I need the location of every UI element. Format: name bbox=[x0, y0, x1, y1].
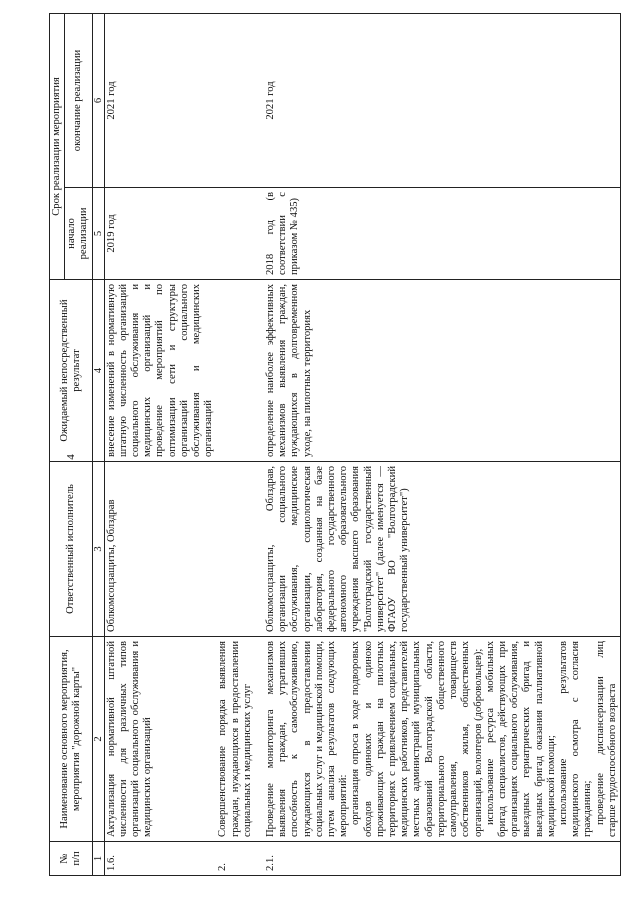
expected-result: внесение изменений в нормативную штатную численность организаций социального обслуживания и медицинских организаций и проведение мероприятий по оптимизации сети и структуры организаций социального обслуживания и медицинских организаций bbox=[104, 280, 216, 462]
header-measure-name: Наименование основного мероприятия, мероприятия "дорожной карты" bbox=[50, 637, 93, 842]
column-number: 5 bbox=[92, 188, 104, 280]
column-number: 4 bbox=[92, 280, 104, 462]
measure-name: Актуализация нормативной штатной численности для различных типов организаций социального обслуживания и медицинских организаций bbox=[104, 637, 216, 842]
measure-name-cell bbox=[255, 637, 620, 842]
row-number: 1.6. bbox=[104, 842, 216, 876]
end-date: 2021 год bbox=[255, 14, 620, 188]
end-date: 2021 год bbox=[104, 14, 216, 188]
header-end: окончание реализации bbox=[65, 14, 92, 188]
measure-item: проведение диспансеризации лиц старше трудоспособного возраста bbox=[594, 641, 618, 837]
page-number: 4 bbox=[64, 454, 77, 460]
measure-name: Совершенствование порядка выявления граждан, нуждающихся в предоставлении социальных и медицинских услуг bbox=[216, 637, 255, 842]
measure-item: организация опроса в ходе подворовых обходов одиноких и одиноко проживающих граждан на пилотных территориях с привлечением социальных, медицинских работников, представителей местных администраций муниципальных образований Волгоградской области, территориального общественного самоуправления, товариществ собственников жилья, общественных организаций, волонтеров (добровольцев); bbox=[350, 641, 484, 837]
row-number: 2. bbox=[216, 842, 255, 876]
executor: Облкомсоцзащиты, Облздрав, организации социального обслуживания, медицинские организации, социологическая лаборатория, созданная на базе федерального государственного автономного образовательного учреждения высшего образования "Волгоградский государственный университет" (далее именуется — ФГАОУ ВО "Волгоградский государственный университет") bbox=[255, 462, 620, 637]
header-expected-result: Ожидаемый непосредственный результат bbox=[50, 280, 93, 462]
table-row bbox=[104, 14, 216, 876]
start-date: 2018 год (в соответствии с приказом № 435) bbox=[255, 188, 620, 280]
measure-name: Проведение мониторинга механизмов выявления граждан, утративших способность к самообслуживанию, нуждающихся в предоставлении социальных услуг и медицинской помощи, путем анализа результатов следующих мероприятий: bbox=[265, 641, 350, 837]
column-number: 2 bbox=[92, 637, 104, 842]
column-number: 1 bbox=[92, 842, 104, 876]
header-number: № п/п bbox=[50, 842, 93, 876]
table-row bbox=[255, 14, 620, 876]
roadmap-table bbox=[49, 13, 621, 876]
header-period-group: Срок реализации мероприятия bbox=[50, 14, 65, 280]
row-number: 2.1. bbox=[255, 842, 620, 876]
start-date: 2019 год bbox=[104, 188, 216, 280]
measure-item: использование ресурса мобильных бригад специалистов, действующих при организациях социального обслуживания, выездных гериатрических бригад и выездных бригад оказания паллиативной медицинской помощи; bbox=[484, 641, 557, 837]
header-start: начало реализации bbox=[65, 188, 92, 280]
measure-item: использование результатов медицинского осмотра с согласия гражданина; bbox=[557, 641, 594, 837]
header-executor: Ответственный исполнитель bbox=[50, 462, 93, 637]
column-number: 6 bbox=[92, 14, 104, 188]
executor: Облкомсоцзащиты, Облздрав bbox=[104, 462, 216, 637]
table-row bbox=[216, 14, 255, 876]
rotated-page-content bbox=[49, 14, 640, 876]
expected-result: определение наиболее эффективных механизмов выявления граждан, нуждающихся в долговременном уходе, на пилотных территориях bbox=[255, 280, 620, 462]
column-number: 3 bbox=[92, 462, 104, 637]
